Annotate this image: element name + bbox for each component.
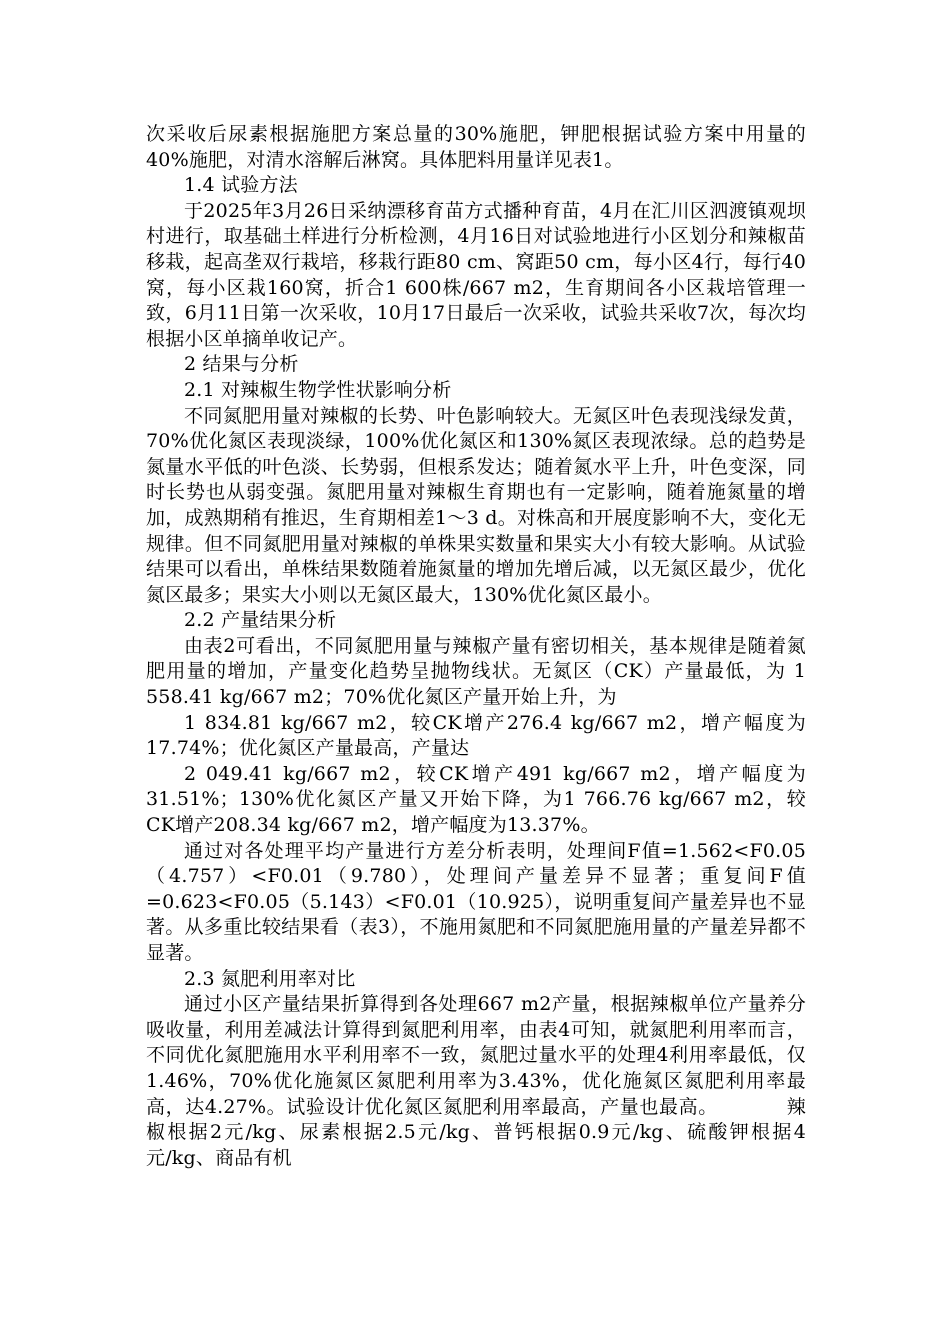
paragraph-yield-intro: 由表2可看出，不同氮肥用量与辣椒产量有密切相关，基本规律是随着氮肥用量的增加，产量变化趋势呈抛物线状。无氮区（CK）产量最低，为 1 558.41 kg/667 m2；70%优化氮区产量开始上升，为 xyxy=(146,634,806,709)
paragraph-test-method: 于2025年3月26日采纳漂移育苗方式播种育苗，4月在汇川区泗渡镇观坝村进行，取基础土样进行分析检测，4月16日对试验地进行小区划分和辣椒苗移栽，起高垄双行栽培，移栽行距80 cm、窝距50 cm，每小区4行，每行40窝，每小区栽160窝，折合1 600株/667 m2，生育期间各小区栽培管理一致，6月11日第一次采收，10月17日最后一次采收，试验共采收7次，每次均根据小区单摘单收记产。 xyxy=(146,199,806,350)
section-heading-2-3: 2.3 氮肥利用率对比 xyxy=(184,967,356,990)
paragraph-yield-optimized: 2 049.41 kg/667 m2，较CK增产491 kg/667 m2，增产幅度为31.51%；130%优化氮区产量又开始下降，为1 766.76 kg/667 m2，较CK增产208.34 kg/667 m2，增产幅度为13.37%。 xyxy=(146,762,806,837)
paragraph-nitrogen-utilization: 通过小区产量结果折算得到各处理667 m2产量，根据辣椒单位产量养分吸收量，利用差减法计算得到氮肥利用率，由表4可知，就氮肥利用率而言，不同优化氮肥施用水平利用率不一致，氮肥过量水平的处理4利用率最低，仅1.46%，70%优化施氮区氮肥利用率为3.43%，优化施氮区氮肥利用率最高，达4.27%。试验设计优化氮区氮肥利用率最高，产量也最高。 辣椒根据2元/kg、尿素根据2.5元/kg、普钙根据0.9元/kg、硫酸钾根据4元/kg、商品有机 xyxy=(146,993,806,1169)
paragraph-fertilizer-usage: 次采收后尿素根据施肥方案总量的30%施肥，钾肥根据试验方案中用量的40%施肥，对清水溶解后淋窝。具体肥料用量详见表1。 xyxy=(146,123,806,171)
paragraph-yield-70: 1 834.81 kg/667 m2，较CK增产276.4 kg/667 m2，增产幅度为17.74%；优化氮区产量最高，产量达 xyxy=(146,711,806,760)
section-heading-2-2: 2.2 产量结果分析 xyxy=(184,609,337,632)
section-heading-1-4: 1.4 试验方法 xyxy=(184,174,298,197)
document-page xyxy=(146,122,806,1171)
section-heading-2-1: 2.1 对辣椒生物学性状影响分析 xyxy=(184,378,452,401)
section-heading-2: 2 结果与分析 xyxy=(184,353,299,376)
paragraph-variance-analysis: 通过对各处理平均产量进行方差分析表明，处理间F值=1.562<F0.05 （4.757）<F0.01（9.780），处理间产量差异不显著；重复间F值=0.623<F0.05（5.143）<F0.01（10.925），说明重复间产量差异也不显著。从多重比较结果看（表3），不施用氮肥和不同氮肥施用量的产量差异都不显著。 xyxy=(146,839,806,964)
paragraph-biological-traits: 不同氮肥用量对辣椒的长势、叶色影响较大。无氮区叶色表现浅绿发黄，70%优化氮区表现淡绿，100%优化氮区和130%氮区表现浓绿。总的趋势是氮量水平低的叶色淡、长势弱，但根系发达；随着氮水平上升，叶色变深，同时长势也从弱变强。氮肥用量对辣椒生育期也有一定影响，随着施氮量的增加，成熟期稍有推迟，生育期相差1～3 d。对株高和开展度影响不大，变化无规律。但不同氮肥用量对辣椒的单株果实数量和果实大小有较大影响。从试验结果可以看出，单株结果数随着施氮量的增加先增后减，以无氮区最少，优化氮区最多；果实大小则以无氮区最大，130%优化氮区最小。 xyxy=(146,404,806,606)
